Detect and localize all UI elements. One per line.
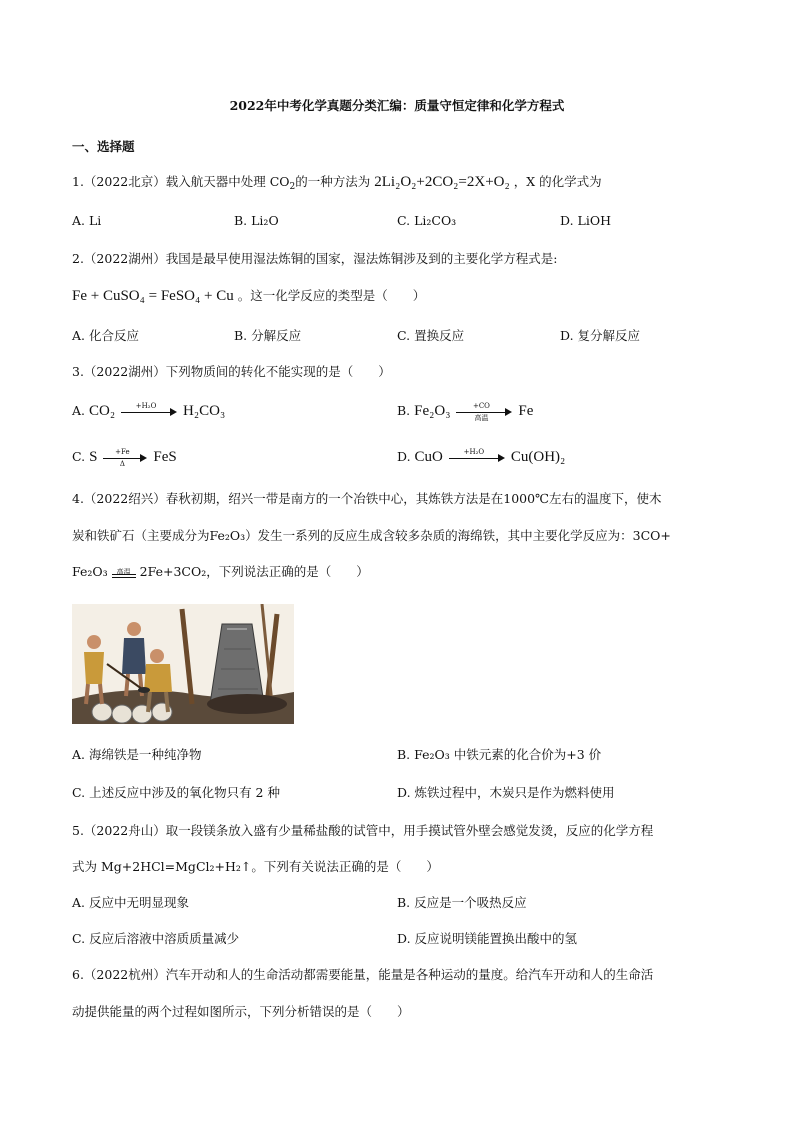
q1-equation: 2Li₂O₂+2CO₂=2X+O₂	[374, 174, 510, 190]
q1-text-after: ，X 的化学式为	[513, 174, 602, 189]
question-2-stem: 2.（2022湖州）我国是最早使用湿法炼铜的国家，湿法炼铜涉及到的主要化学方程式是:	[72, 251, 558, 266]
q3-d-label: D.	[397, 449, 411, 464]
q1-option-a: A. Li	[72, 213, 102, 228]
question-4-line2: 炭和铁矿石（主要成分为Fe₂O₃）发生一系列的反应生成含较多杂质的海绵铁，其中主要化学反应为：3CO+	[72, 528, 671, 543]
condition-arrow-icon	[112, 566, 136, 580]
question-4-line1: 4.（2022绍兴）春秋初期，绍兴一带是南方的一个冶铁中心，其炼铁方法是在1000℃左右的温度下，使木	[72, 491, 662, 506]
q1-option-c: C. Li₂CO₃	[397, 213, 457, 228]
q3-option-a	[72, 403, 225, 419]
question-4-line3	[72, 564, 369, 580]
q2-option-c: C. 置换反应	[397, 328, 465, 343]
q4-option-b: B. Fe₂O₃ 中铁元素的化合价为+3 价	[397, 747, 602, 762]
iron-smelting-illustration	[72, 604, 294, 724]
q4-option-a: A. 海绵铁是一种纯净物	[72, 747, 202, 762]
q3-c-label: C.	[72, 449, 86, 464]
q3-a-label: A.	[72, 403, 86, 418]
q3-a-right: H₂CO₃	[183, 403, 226, 419]
q5-option-d: D. 反应说明镁能置换出酸中的氢	[397, 931, 578, 946]
question-2-line2	[72, 288, 425, 304]
arrow-icon	[103, 447, 147, 468]
q3-b-left: Fe₂O₃	[414, 403, 451, 419]
q3-b-right: Fe	[518, 403, 534, 419]
q5-option-a: A. 反应中无明显现象	[72, 895, 189, 910]
q5-option-c: C. 反应后溶液中溶质质量减少	[72, 931, 240, 946]
q2-after: 。这一化学反应的类型是（ ）	[237, 288, 426, 303]
q3-a-left: CO₂	[89, 403, 116, 419]
question-3-stem: 3.（2022湖州）下列物质间的转化不能实现的是（ ）	[72, 364, 391, 379]
q4-option-c: C. 上述反应中涉及的氧化物只有 2 种	[72, 785, 280, 800]
q1-option-d: D. LiOH	[560, 213, 611, 228]
q3-c-right: FeS	[153, 449, 177, 465]
q3-b-above: +CO	[472, 401, 490, 410]
question-6-line2: 动提供能量的两个过程如图所示，下列分析错误的是（ ）	[72, 1004, 410, 1019]
q1-option-b: B. Li₂O	[234, 213, 279, 228]
q3-b-below: 高温	[474, 413, 489, 422]
arrow-icon	[456, 401, 512, 422]
section-heading: 一、选择题	[72, 139, 135, 154]
question-6-line1: 6.（2022杭州）汽车开动和人的生命活动都需要能量，能量是各种运动的量度。给汽车开动和人的生命活	[72, 967, 654, 982]
q4-formula: Fe₂O₃	[72, 564, 108, 579]
q3-c-left: S	[89, 449, 98, 465]
q3-b-label: B.	[397, 403, 411, 418]
q2-option-a: A. 化合反应	[72, 328, 139, 343]
arrow-icon	[121, 401, 177, 419]
q1-text-mid: 的一种方法为	[295, 174, 371, 189]
q3-d-left: CuO	[414, 449, 443, 465]
question-5-line1: 5.（2022舟山）取一段镁条放入盛有少量稀盐酸的试管中，用手摸试管外壁会感觉发烫，反应的化学方程	[72, 823, 654, 838]
q3-option-d	[397, 449, 565, 465]
q3-d-above: +H₂O	[463, 447, 485, 456]
q3-d-right: Cu(OH)₂	[510, 449, 566, 465]
q3-option-c	[72, 447, 177, 468]
q2-equation: Fe + CuSO₄ = FeSO₄ + Cu	[72, 288, 234, 304]
q3-c-below: Δ	[119, 459, 125, 468]
q3-a-above: +H₂O	[135, 401, 157, 410]
q1-co2-sub: 2	[289, 182, 296, 192]
q4-after: 2Fe+3CO₂，下列说法正确的是（ ）	[139, 564, 369, 579]
arrow-icon	[449, 447, 505, 465]
question-1-stem	[72, 174, 602, 195]
q2-option-b: B. 分解反应	[234, 328, 302, 343]
q3-option-b	[397, 401, 534, 422]
q2-option-d: D. 复分解反应	[560, 328, 641, 343]
q4-condition: 高温	[116, 567, 131, 576]
q3-c-above: +Fe	[115, 447, 130, 456]
q5-option-b: B. 反应是一个吸热反应	[397, 895, 527, 910]
q1-text-before: 1.（2022北京）载入航天器中处理 CO	[72, 174, 290, 189]
document-title: 2022年中考化学真题分类汇编：质量守恒定律和化学方程式	[229, 98, 565, 113]
question-5-line2: 式为 Mg+2HCl=MgCl₂+H₂↑。下列有关说法正确的是（ ）	[72, 859, 439, 874]
q4-option-d: D. 炼铁过程中，木炭只是作为燃料使用	[397, 785, 615, 800]
